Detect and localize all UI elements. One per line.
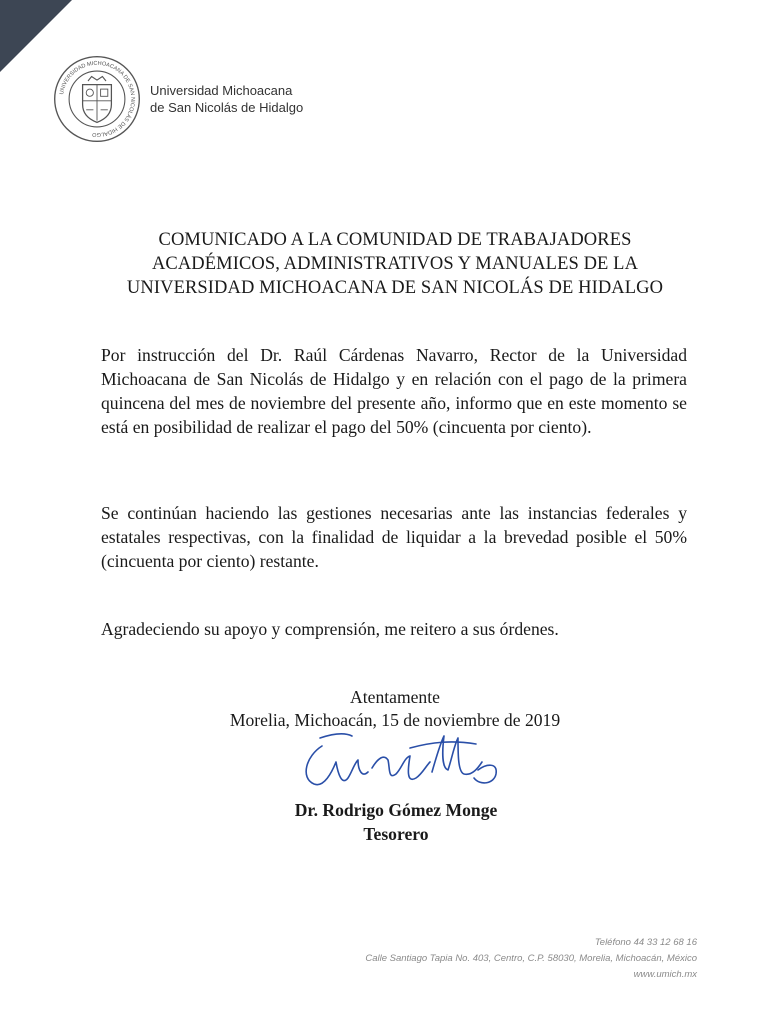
title-line3: UNIVERSIDAD MICHOACANA DE SAN NICOLÁS DE HIDALGO bbox=[126, 278, 664, 298]
place-and-date: Morelia, Michoacán, 15 de noviembre de 2019 bbox=[229, 710, 561, 730]
footer-phone: Teléfono 44 33 12 68 16 bbox=[594, 937, 697, 948]
university-seal-icon bbox=[52, 54, 142, 144]
university-name-line1: Universidad Michoacana bbox=[150, 83, 293, 98]
footer-address: Calle Santiago Tapia No. 403, Centro, C.P. 58030, Morelia, Michoacán, México bbox=[365, 953, 697, 964]
university-name bbox=[150, 82, 303, 116]
footer-contact bbox=[365, 935, 697, 983]
body-paragraph-1: Por instrucción del Dr. Raúl Cárdenas Navarro, Rector de la Universidad Michoacana de San Nicolás de Hidalgo y en relación con el pago de la primera quincena del mes de noviembre del presente año, informo que en este momento se está en posibilidad de realizar el pago del 50% (cincuenta por ciento). bbox=[101, 345, 687, 437]
university-name-line2: de San Nicolás de Hidalgo bbox=[150, 100, 304, 115]
footer-website[interactable]: www.umich.mx bbox=[633, 969, 697, 980]
body-paragraph-3: Agradeciendo su apoyo y comprensión, me reitero a sus órdenes. bbox=[101, 619, 559, 639]
title-line1: COMUNICADO A LA COMUNIDAD DE TRABAJADORES bbox=[158, 230, 632, 250]
handwritten-signature bbox=[292, 728, 512, 798]
closing-salutation: Atentamente bbox=[350, 687, 440, 707]
document-title bbox=[90, 228, 700, 300]
signer-role: Tesorero bbox=[363, 824, 429, 844]
title-line2: ACADÉMICOS, ADMINISTRATIVOS Y MANUALES DE LA bbox=[151, 254, 639, 274]
seal-lettering: UNIVERSIDAD MICHOACANA DE SAN NICOLÁS DE HIDALGO bbox=[59, 60, 136, 138]
letterhead bbox=[52, 54, 303, 144]
body-paragraph-2: Se continúan haciendo las gestiones necesarias ante las instancias federales y estatales respectivas, con la finalidad de liquidar a la brevedad posible el 50% (cincuenta por ciento) restante. bbox=[101, 503, 687, 571]
signer-name: Dr. Rodrigo Gómez Monge bbox=[294, 800, 498, 820]
